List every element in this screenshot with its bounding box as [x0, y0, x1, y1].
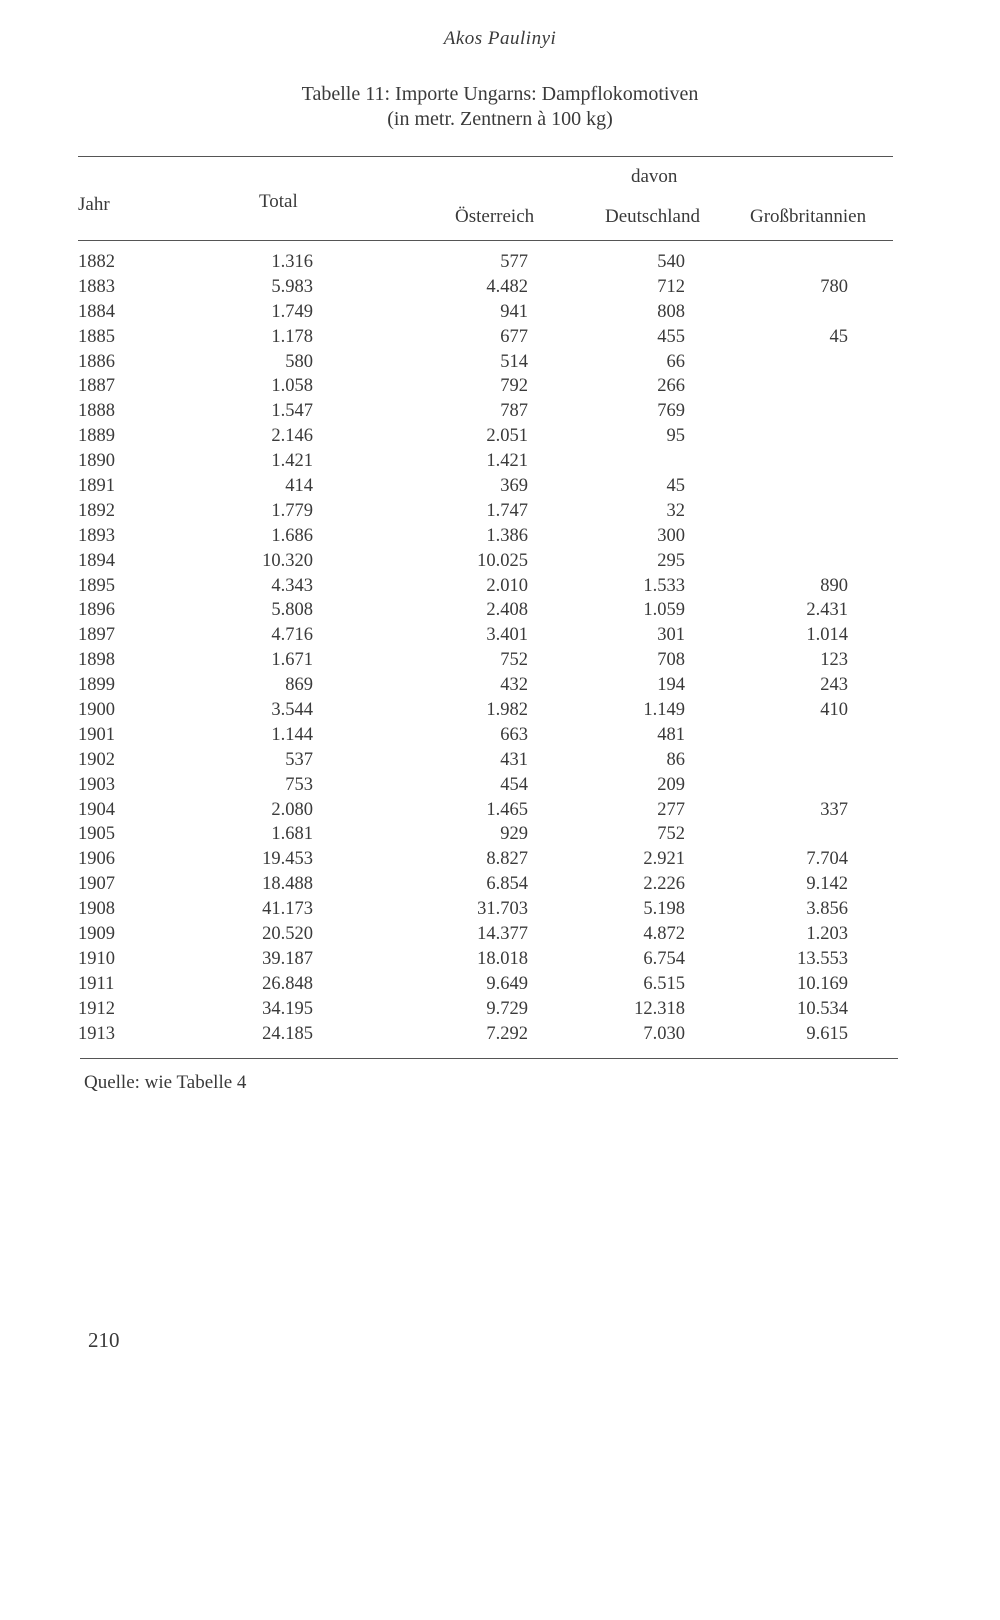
cell-total: 414	[285, 476, 313, 497]
cell-deutschland: 7.030	[643, 1023, 685, 1044]
table-row	[0, 949, 1000, 974]
cell-oesterreich: 677	[500, 326, 528, 347]
table-row	[0, 526, 1000, 551]
cell-year: 1887	[78, 376, 115, 397]
table-row	[0, 824, 1000, 849]
cell-deutschland: 712	[657, 276, 685, 297]
table-row	[0, 327, 1000, 352]
header-deutschland: Deutschland	[605, 206, 700, 227]
cell-year: 1894	[78, 550, 115, 571]
cell-grossbritannien: 1.203	[806, 924, 848, 945]
table-row	[0, 277, 1000, 302]
cell-oesterreich: 6.854	[486, 874, 528, 895]
table-row	[0, 874, 1000, 899]
table-row	[0, 600, 1000, 625]
header-grossbritannien: Großbritannien	[750, 206, 867, 227]
cell-year: 1889	[78, 426, 115, 447]
cell-deutschland: 1.149	[643, 700, 685, 721]
cell-grossbritannien: 123	[820, 650, 848, 671]
table-row	[0, 675, 1000, 700]
cell-total: 5.808	[271, 600, 313, 621]
table-row	[0, 1024, 1000, 1049]
cell-year: 1886	[78, 351, 115, 372]
running-head: Akos Paulinyi	[443, 28, 557, 49]
cell-deutschland: 708	[657, 650, 685, 671]
cell-deutschland: 32	[666, 500, 685, 521]
cell-year: 1897	[78, 625, 115, 646]
cell-oesterreich: 941	[500, 301, 528, 322]
cell-year: 1900	[78, 700, 115, 721]
table-row	[0, 725, 1000, 750]
cell-total: 1.144	[271, 724, 313, 745]
cell-grossbritannien: 9.142	[806, 874, 848, 895]
cell-total: 3.544	[271, 700, 313, 721]
cell-deutschland: 2.921	[643, 849, 685, 870]
cell-deutschland: 752	[657, 824, 685, 845]
cell-oesterreich: 1.747	[486, 500, 528, 521]
cell-oesterreich: 369	[500, 476, 528, 497]
table-row	[0, 252, 1000, 277]
cell-grossbritannien: 10.169	[797, 973, 848, 994]
cell-total: 1.547	[271, 401, 313, 422]
cell-oesterreich: 432	[500, 675, 528, 696]
cell-deutschland: 455	[657, 326, 685, 347]
cell-deutschland: 277	[657, 799, 685, 820]
cell-total: 5.983	[271, 276, 313, 297]
table-row	[0, 376, 1000, 401]
cell-oesterreich: 9.649	[486, 973, 528, 994]
cell-oesterreich: 1.421	[486, 451, 528, 472]
cell-total: 34.195	[262, 998, 313, 1019]
cell-grossbritannien: 3.856	[806, 899, 848, 920]
cell-oesterreich: 3.401	[486, 625, 528, 646]
cell-year: 1908	[78, 899, 115, 920]
cell-grossbritannien: 410	[820, 700, 848, 721]
cell-deutschland: 194	[657, 675, 685, 696]
cell-year: 1912	[78, 998, 115, 1019]
cell-deutschland: 300	[657, 525, 685, 546]
table-body	[0, 252, 1000, 1049]
cell-total: 1.749	[271, 301, 313, 322]
cell-year: 1906	[78, 849, 115, 870]
table-row	[0, 999, 1000, 1024]
cell-year: 1883	[78, 276, 115, 297]
cell-oesterreich: 929	[500, 824, 528, 845]
cell-oesterreich: 663	[500, 724, 528, 745]
cell-total: 10.320	[262, 550, 313, 571]
table-row	[0, 775, 1000, 800]
table-row	[0, 476, 1000, 501]
cell-grossbritannien: 780	[820, 276, 848, 297]
cell-year: 1904	[78, 799, 115, 820]
cell-total: 20.520	[262, 924, 313, 945]
cell-total: 39.187	[262, 948, 313, 969]
cell-year: 1902	[78, 749, 115, 770]
cell-total: 537	[285, 749, 313, 770]
cell-grossbritannien: 2.431	[806, 600, 848, 621]
cell-oesterreich: 1.386	[486, 525, 528, 546]
table-row	[0, 625, 1000, 650]
cell-total: 4.716	[271, 625, 313, 646]
table-top-rule	[78, 156, 893, 157]
cell-oesterreich: 2.051	[486, 426, 528, 447]
header-oesterreich: Österreich	[455, 206, 535, 227]
cell-deutschland: 12.318	[634, 998, 685, 1019]
table-row	[0, 899, 1000, 924]
caption-line-2: (in metr. Zentnern à 100 kg)	[387, 108, 613, 130]
cell-year: 1899	[78, 675, 115, 696]
cell-total: 26.848	[262, 973, 313, 994]
cell-total: 1.421	[271, 451, 313, 472]
cell-year: 1913	[78, 1023, 115, 1044]
cell-deutschland: 209	[657, 774, 685, 795]
table-row	[0, 924, 1000, 949]
cell-oesterreich: 2.408	[486, 600, 528, 621]
cell-year: 1893	[78, 525, 115, 546]
cell-deutschland: 86	[666, 749, 685, 770]
cell-oesterreich: 792	[500, 376, 528, 397]
cell-deutschland: 2.226	[643, 874, 685, 895]
cell-year: 1890	[78, 451, 115, 472]
cell-year: 1911	[78, 973, 115, 994]
header-davon: davon	[631, 166, 678, 187]
cell-year: 1896	[78, 600, 115, 621]
cell-deutschland: 301	[657, 625, 685, 646]
table-row	[0, 451, 1000, 476]
cell-grossbritannien: 1.014	[806, 625, 848, 646]
cell-total: 1.671	[271, 650, 313, 671]
table-row	[0, 352, 1000, 377]
cell-deutschland: 540	[657, 252, 685, 272]
cell-year: 1907	[78, 874, 115, 895]
cell-year: 1885	[78, 326, 115, 347]
cell-deutschland: 1.059	[643, 600, 685, 621]
cell-deutschland: 6.754	[643, 948, 685, 969]
cell-year: 1882	[78, 252, 115, 272]
table-row	[0, 401, 1000, 426]
cell-total: 1.058	[271, 376, 313, 397]
cell-oesterreich: 514	[500, 351, 528, 372]
cell-total: 24.185	[262, 1023, 313, 1044]
cell-total: 4.343	[271, 575, 313, 596]
cell-oesterreich: 18.018	[477, 948, 528, 969]
cell-oesterreich: 10.025	[477, 550, 528, 571]
cell-deutschland: 5.198	[643, 899, 685, 920]
cell-deutschland: 45	[666, 476, 685, 497]
cell-year: 1909	[78, 924, 115, 945]
cell-total: 19.453	[262, 849, 313, 870]
source-note: Quelle: wie Tabelle 4	[84, 1072, 247, 1093]
cell-deutschland: 295	[657, 550, 685, 571]
cell-year: 1910	[78, 948, 115, 969]
page-number: 210	[88, 1328, 120, 1352]
cell-grossbritannien: 243	[820, 675, 848, 696]
cell-oesterreich: 7.292	[486, 1023, 528, 1044]
table-row	[0, 426, 1000, 451]
cell-total: 1.316	[271, 252, 313, 272]
cell-total: 580	[285, 351, 313, 372]
cell-total: 2.146	[271, 426, 313, 447]
cell-year: 1891	[78, 476, 115, 497]
cell-deutschland: 6.515	[643, 973, 685, 994]
cell-oesterreich: 1.982	[486, 700, 528, 721]
cell-grossbritannien: 890	[820, 575, 848, 596]
cell-grossbritannien: 7.704	[806, 849, 848, 870]
cell-grossbritannien: 337	[820, 799, 848, 820]
cell-oesterreich: 8.827	[486, 849, 528, 870]
cell-grossbritannien: 45	[829, 326, 848, 347]
cell-oesterreich: 431	[500, 749, 528, 770]
cell-oesterreich: 9.729	[486, 998, 528, 1019]
table-row	[0, 974, 1000, 999]
cell-deutschland: 66	[666, 351, 685, 372]
table-bottom-rule	[80, 1058, 898, 1059]
cell-oesterreich: 1.465	[486, 799, 528, 820]
cell-deutschland: 95	[666, 426, 685, 447]
cell-deutschland: 4.872	[643, 924, 685, 945]
cell-grossbritannien: 13.553	[797, 948, 848, 969]
cell-total: 1.686	[271, 525, 313, 546]
cell-oesterreich: 4.482	[486, 276, 528, 297]
table-row	[0, 576, 1000, 601]
table-row	[0, 302, 1000, 327]
cell-year: 1892	[78, 500, 115, 521]
cell-year: 1895	[78, 575, 115, 596]
table-caption	[0, 82, 1000, 132]
cell-total: 869	[285, 675, 313, 696]
cell-total: 1.681	[271, 824, 313, 845]
table-row	[0, 849, 1000, 874]
table-row	[0, 551, 1000, 576]
header-total: Total	[259, 191, 298, 212]
cell-oesterreich: 787	[500, 401, 528, 422]
table-header-rule	[78, 240, 893, 241]
cell-deutschland: 1.533	[643, 575, 685, 596]
cell-year: 1898	[78, 650, 115, 671]
cell-deutschland: 266	[657, 376, 685, 397]
cell-grossbritannien: 9.615	[806, 1023, 848, 1044]
cell-year: 1901	[78, 724, 115, 745]
table-row	[0, 800, 1000, 825]
cell-total: 1.178	[271, 326, 313, 347]
table-row	[0, 501, 1000, 526]
table-row	[0, 650, 1000, 675]
cell-oesterreich: 2.010	[486, 575, 528, 596]
cell-year: 1884	[78, 301, 115, 322]
table-row	[0, 700, 1000, 725]
cell-total: 41.173	[262, 899, 313, 920]
cell-year: 1903	[78, 774, 115, 795]
cell-grossbritannien: 10.534	[797, 998, 848, 1019]
cell-oesterreich: 14.377	[477, 924, 528, 945]
cell-deutschland: 481	[657, 724, 685, 745]
cell-total: 753	[285, 774, 313, 795]
cell-oesterreich: 752	[500, 650, 528, 671]
cell-oesterreich: 577	[500, 252, 528, 272]
table-row	[0, 750, 1000, 775]
cell-oesterreich: 31.703	[477, 899, 528, 920]
cell-deutschland: 769	[657, 401, 685, 422]
cell-total: 2.080	[271, 799, 313, 820]
caption-line-1: Tabelle 11: Importe Ungarns: Dampflokomotiven	[301, 83, 699, 105]
header-jahr: Jahr	[78, 194, 110, 215]
cell-year: 1888	[78, 401, 115, 422]
cell-deutschland: 808	[657, 301, 685, 322]
cell-total: 18.488	[262, 874, 313, 895]
cell-year: 1905	[78, 824, 115, 845]
cell-total: 1.779	[271, 500, 313, 521]
cell-oesterreich: 454	[500, 774, 528, 795]
